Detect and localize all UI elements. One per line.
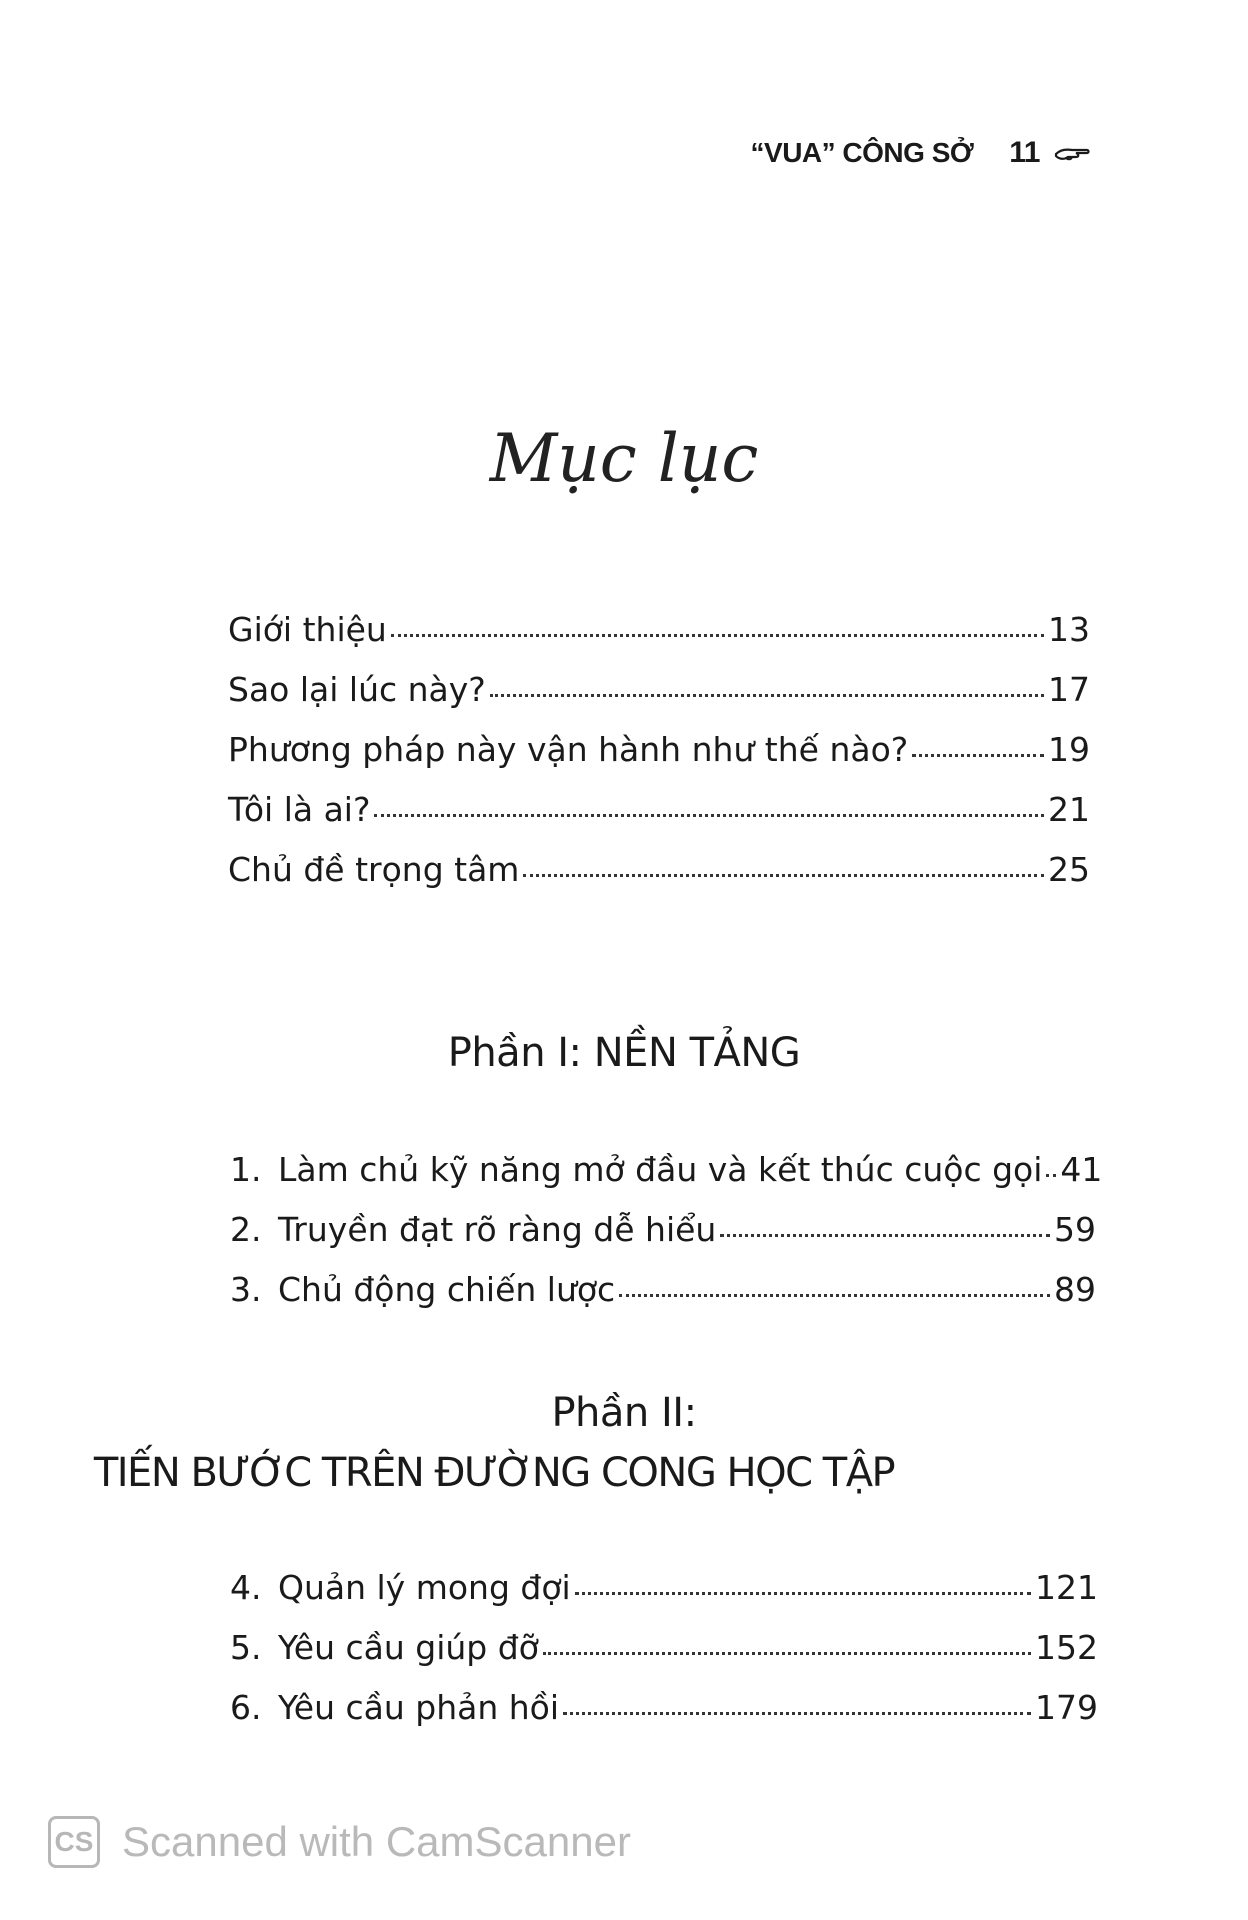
toc-entry-label: Sao lại lúc này? (228, 670, 486, 709)
dot-leader (543, 1652, 1031, 1655)
toc-entry-page: 179 (1035, 1688, 1098, 1727)
toc-entry-page: 25 (1048, 850, 1090, 889)
chapter-number: 5. (230, 1628, 262, 1667)
page-number: 11 (1009, 136, 1040, 169)
toc-entry-page: 19 (1048, 730, 1090, 769)
toc-entry[interactable] (228, 670, 1090, 730)
toc-entry[interactable] (230, 1688, 1098, 1748)
toc-entry-page: 21 (1048, 790, 1090, 829)
toc-entry-label: Giới thiệu (228, 610, 387, 649)
camscanner-watermark (48, 1812, 631, 1872)
dot-leader (391, 634, 1044, 637)
toc-entry-label: Phương pháp này vận hành như thế nào? (228, 730, 909, 769)
dot-leader (523, 874, 1044, 877)
toc-entry-page: 13 (1048, 610, 1090, 649)
toc-entry-page: 17 (1048, 670, 1090, 709)
toc-entry-page: 121 (1035, 1568, 1098, 1607)
toc-entry-label: Chủ động chiến lược (278, 1270, 616, 1309)
toc-entry-page: 59 (1054, 1210, 1096, 1249)
watermark-text: Scanned with CamScanner (122, 1818, 631, 1865)
toc-entry-label: Tôi là ai? (228, 790, 371, 829)
part2-title-line2: TIẾN BƯỚC TRÊN ĐƯỜNG CONG HỌC TẬP (93, 1450, 895, 1496)
dot-leader (575, 1592, 1031, 1595)
part2-title-line1: Phần II: (551, 1390, 697, 1436)
book-title: “VUA” CÔNG SỞ (750, 137, 974, 168)
dot-leader (912, 754, 1044, 757)
toc-entry[interactable] (228, 610, 1090, 670)
dot-leader (619, 1294, 1050, 1297)
dot-leader (1046, 1174, 1056, 1177)
intro-toc (228, 610, 1090, 910)
toc-entry[interactable] (230, 1150, 1103, 1210)
toc-entry-label: Chủ đề trọng tâm (228, 850, 520, 889)
toc-entry[interactable] (230, 1210, 1096, 1270)
toc-entry-label: Quản lý mong đợi (278, 1568, 571, 1607)
toc-entry-label: Truyền đạt rõ ràng dễ hiểu (278, 1210, 717, 1249)
toc-entry[interactable] (228, 850, 1090, 910)
chapter-number: 4. (230, 1568, 262, 1607)
toc-entry-label: Làm chủ kỹ năng mở đầu và kết thúc cuộc gọi (278, 1150, 1043, 1189)
part1-toc (230, 1150, 1103, 1330)
toc-entry-label: Yêu cầu giúp đỡ (278, 1628, 539, 1667)
part1-title: Phần I: NỀN TẢNG (447, 1030, 801, 1076)
toc-entry-label: Yêu cầu phản hồi (278, 1688, 560, 1727)
toc-entry[interactable] (230, 1628, 1098, 1688)
toc-entry-page: 41 (1060, 1150, 1103, 1189)
chapter-number: 1. (230, 1150, 262, 1189)
camscanner-logo-icon: CS (48, 1816, 100, 1868)
running-header (700, 128, 1090, 178)
chapter-number: 2. (230, 1210, 262, 1249)
toc-entry[interactable] (228, 790, 1090, 850)
toc-title: Mục lục (489, 420, 759, 497)
pointing-hand-icon (1054, 142, 1090, 164)
dot-leader (490, 694, 1044, 697)
toc-entry[interactable] (228, 730, 1090, 790)
dot-leader (720, 1234, 1050, 1237)
toc-entry[interactable] (230, 1568, 1098, 1628)
toc-entry-page: 152 (1035, 1628, 1098, 1667)
chapter-number: 3. (230, 1270, 262, 1309)
toc-entry[interactable] (230, 1270, 1096, 1330)
part2-toc (230, 1568, 1098, 1748)
dot-leader (563, 1712, 1031, 1715)
dot-leader (374, 814, 1044, 817)
toc-entry-page: 89 (1054, 1270, 1096, 1309)
chapter-number: 6. (230, 1688, 262, 1727)
